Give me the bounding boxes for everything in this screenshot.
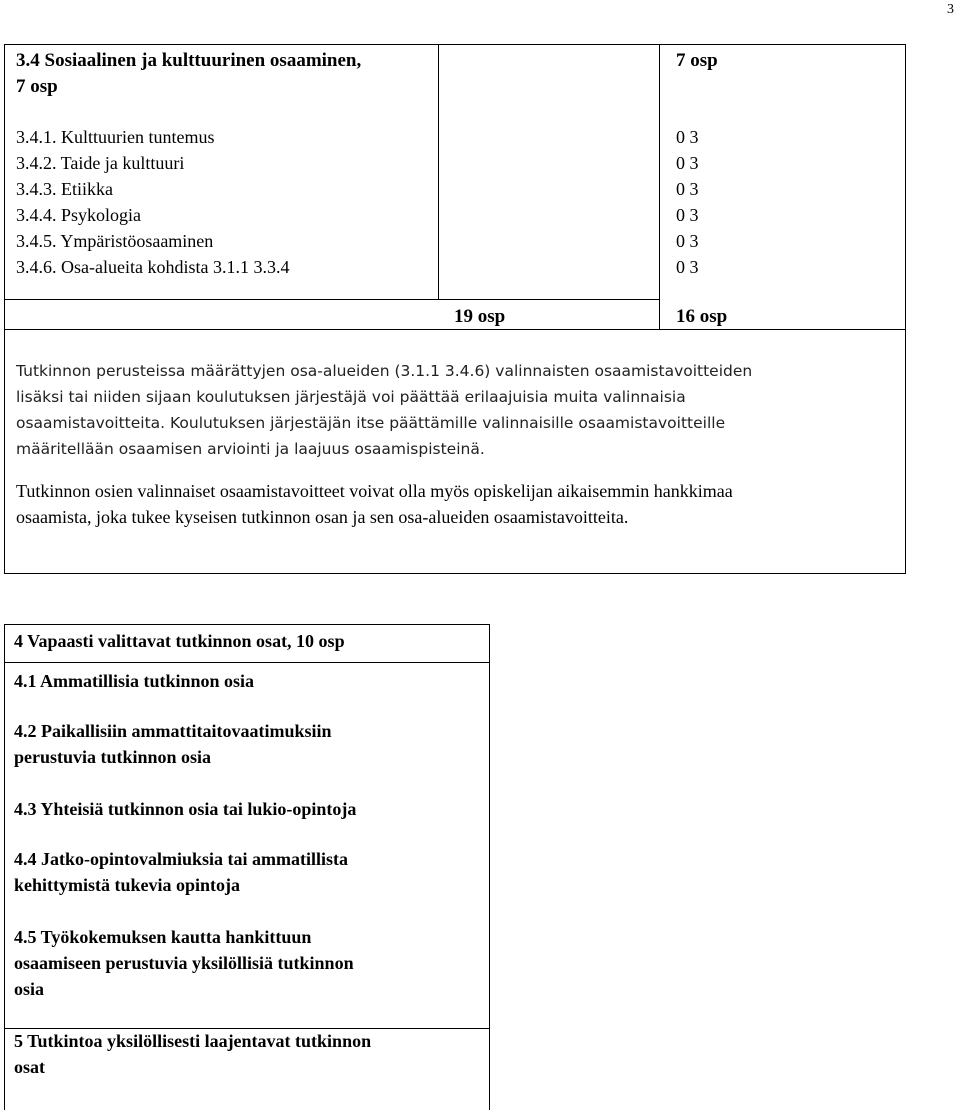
- note-line: Tutkinnon perusteissa määrättyjen osa-alueiden (3.1.1 3.4.6) valinnaisten osaamistavoitteiden: [16, 362, 753, 380]
- item-credits: 0 3: [676, 179, 699, 199]
- list-item: 3.4.5. Ympäristöosaaminen: [16, 231, 214, 251]
- item-credits: 0 3: [676, 127, 699, 147]
- column-divider-1: [438, 44, 439, 300]
- column-divider-2: [659, 44, 660, 330]
- item-credits: 0 3: [676, 205, 699, 225]
- list-item: 3.4.4. Psykologia: [16, 205, 142, 225]
- list-item-continued: perustuvia tutkinnon osia: [14, 747, 212, 767]
- note-line: lisäksi tai niiden sijaan koulutuksen järjestäjä voi päättää erilaajuisia muita valinnaisia: [16, 388, 686, 406]
- table-border-left: [4, 624, 5, 1110]
- row-divider-1: [4, 299, 659, 300]
- table-border-top: [4, 624, 490, 625]
- item-credits: 0 3: [676, 257, 699, 277]
- table-border-top: [4, 44, 906, 45]
- note-line: Tutkinnon osien valinnaiset osaamistavoitteet voivat olla myös opiskelijan aikaisemmin hankkimaa: [16, 481, 733, 501]
- total-right: 16 osp: [676, 306, 728, 327]
- item-credits: 0 3: [676, 231, 699, 251]
- list-item: 4.1 Ammatillisia tutkinnon osia: [14, 671, 255, 691]
- list-item: 4.2 Paikallisiin ammattitaitovaatimuksiin: [14, 721, 332, 741]
- total-middle: 19 osp: [454, 306, 506, 327]
- credits-header: 7 osp: [676, 50, 718, 71]
- row-divider: [4, 662, 490, 663]
- note-line: osaamistavoitteita. Koulutuksen järjestäjän itse päättämille valinnaisille osaamistavoitteille: [16, 414, 726, 432]
- note-line: määritellään osaamisen arviointi ja laajuus osaamispisteinä.: [16, 440, 485, 458]
- list-item: 4.4 Jatko-opintovalmiuksia tai ammatillista: [14, 849, 349, 869]
- table-border-right: [905, 44, 906, 574]
- list-item: 3.4.3. Etiikka: [16, 179, 113, 199]
- section-34-table: [4, 44, 906, 574]
- note-line: osaamista, joka tukee kyseisen tutkinnon osan ja sen osa-alueiden osaamistavoitteita.: [16, 507, 629, 527]
- list-item: 3.4.1. Kulttuurien tuntemus: [16, 127, 215, 147]
- list-item: 4.3 Yhteisiä tutkinnon osia tai lukio-opintoja: [14, 799, 357, 819]
- table-border-left: [4, 44, 5, 574]
- table-border-right: [489, 624, 490, 1110]
- list-item: 3.4.6. Osa-alueita kohdista 3.1.1 3.3.4: [16, 257, 290, 277]
- list-item-continued: kehittymistä tukevia opintoja: [14, 875, 241, 895]
- section-4-table: [4, 624, 490, 1110]
- table-border-bottom: [4, 573, 906, 574]
- item-credits: 0 3: [676, 153, 699, 173]
- section-34-title: 3.4 Sosiaalinen ja kulttuurinen osaaminen,: [16, 50, 362, 71]
- list-item-continued: osaamiseen perustuvia yksilöllisiä tutkinnon: [14, 953, 354, 973]
- list-item-continued: osia: [14, 979, 45, 999]
- section-34-title-credits: 7 osp: [16, 76, 58, 97]
- section-5-title-continued: osat: [14, 1057, 45, 1077]
- page-number: 3: [947, 2, 954, 17]
- section-4-title: 4 Vapaasti valittavat tutkinnon osat, 10 osp: [14, 631, 345, 651]
- list-item: 4.5 Työkokemuksen kautta hankittuun: [14, 927, 312, 947]
- section-5-title: 5 Tutkintoa yksilöllisesti laajentavat tutkinnon: [14, 1031, 372, 1051]
- list-item: 3.4.2. Taide ja kulttuuri: [16, 153, 185, 173]
